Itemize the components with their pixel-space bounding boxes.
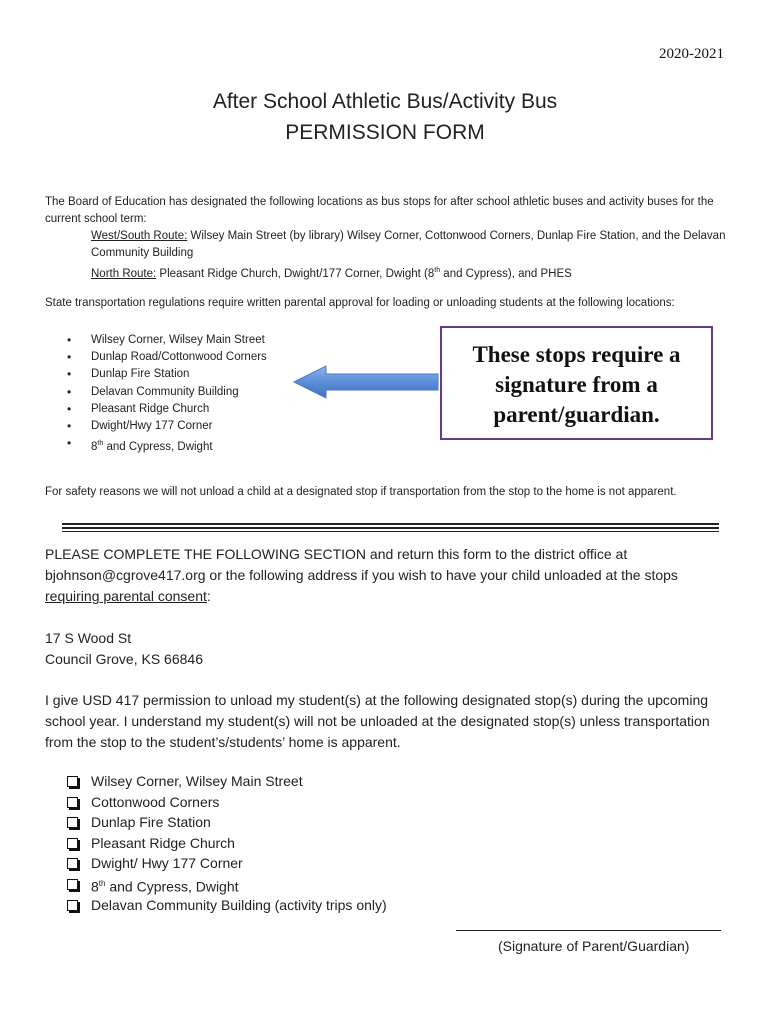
checklist-label: Pleasant Ridge Church <box>91 834 235 851</box>
address-line-1: 17 S Wood St <box>45 630 132 646</box>
north-route-sup: th <box>434 267 441 274</box>
signature-callout <box>440 326 713 440</box>
checklist-num: 8 <box>91 878 99 895</box>
list-item: • Dwight/Hwy 177 Corner <box>67 418 267 435</box>
callout-line-3: parent/guardian. <box>493 402 660 427</box>
checklist-rest: and Cypress, Dwight <box>105 878 239 895</box>
north-route <box>91 262 731 283</box>
checklist-item[interactable] <box>67 812 387 833</box>
callout-line-1: These stops require a <box>472 342 681 367</box>
list-item: • Wilsey Corner, Wilsey Main Street <box>67 332 267 349</box>
stop-checklist <box>67 771 387 915</box>
list-item: • Pleasant Ridge Church <box>67 401 267 418</box>
checkbox[interactable] <box>67 817 78 828</box>
title-line-1: After School Athletic Bus/Activity Bus <box>212 90 558 113</box>
list-item: • Dunlap Road/Cottonwood Corners <box>67 349 267 366</box>
checklist-item[interactable] <box>67 833 387 854</box>
divider-middle <box>62 527 719 529</box>
checklist-label: Delavan Community Building (activity trips only) <box>91 896 387 913</box>
safety-paragraph: For safety reasons we will not unload a child at a designated stop if transportation from the stop to the home is not apparent. <box>45 486 677 498</box>
checklist-item[interactable] <box>67 853 387 874</box>
left-arrow-icon <box>292 364 442 400</box>
instructions-paragraph <box>45 544 735 607</box>
west-south-route <box>91 228 731 262</box>
checklist-item[interactable] <box>67 895 387 916</box>
list-item: • Delavan Community Building <box>67 384 267 401</box>
checkbox[interactable] <box>67 797 78 808</box>
title-line-2: PERMISSION FORM <box>285 121 485 144</box>
north-route-text-b: and Cypress), and PHES <box>440 267 572 280</box>
checklist-label: Wilsey Corner, Wilsey Main Street <box>91 773 303 789</box>
checkbox[interactable] <box>67 776 78 787</box>
checklist-item[interactable] <box>67 792 387 813</box>
divider-top <box>62 523 719 525</box>
list-item: • Dunlap Fire Station <box>67 366 267 383</box>
checkbox[interactable] <box>67 879 78 890</box>
intro-paragraph: The Board of Education has designated the following locations as bus stops for after school athletic buses and activity buses for the current school term: <box>45 196 714 225</box>
stops-list <box>67 332 267 452</box>
west-route-label: West/South Route: <box>91 230 188 242</box>
checklist-item[interactable] <box>67 874 387 895</box>
checklist-label: Cottonwood Corners <box>91 793 220 810</box>
form-title <box>0 86 770 148</box>
checklist-label: Dwight/ Hwy 177 Corner <box>91 855 243 872</box>
callout-line-2: signature from a <box>495 372 658 397</box>
address-line-2: Council Grove, KS 66846 <box>45 651 203 667</box>
school-year: 2020-2021 <box>659 46 724 62</box>
instructions-text: PLEASE COMPLETE THE FOLLOWING SECTION and return this form to the district office at bjohnson@cgrove417.org or the following address if you wish to have your child unloaded at the stops <box>45 546 678 583</box>
stop-num: 8 <box>91 440 98 453</box>
signature-label: (Signature of Parent/Guardian) <box>498 938 690 954</box>
checkbox[interactable] <box>67 838 78 849</box>
checklist-item[interactable] <box>67 771 387 792</box>
stop-rest: and Cypress, Dwight <box>103 440 213 453</box>
regulation-paragraph: State transportation regulations require written parental approval for loading or unloading students at the following locations: <box>45 297 675 309</box>
west-route-text: Wilsey Main Street (by library) Wilsey Corner, Cottonwood Corners, Dunlap Fire Station, and the Delavan Community Building <box>91 230 726 259</box>
checkbox[interactable] <box>67 900 78 911</box>
north-route-text-a: Pleasant Ridge Church, Dwight/177 Corner, Dwight (8 <box>156 267 435 280</box>
divider-bottom <box>62 531 719 532</box>
north-route-label: North Route: <box>91 267 157 280</box>
signature-line[interactable] <box>456 923 721 931</box>
mailing-address <box>45 628 203 670</box>
list-item <box>67 435 267 452</box>
permission-paragraph: I give USD 417 permission to unload my student(s) at the following designated stop(s) during the upcoming school year. I understand my student(s) will not be unloaded at the designated stop(s) unless transportation from the stop to the student’s/students’ home is apparent. <box>45 692 710 750</box>
checklist-label: Dunlap Fire Station <box>91 814 211 831</box>
checkbox[interactable] <box>67 858 78 869</box>
stop-sup: th <box>97 440 104 448</box>
instructions-end: : <box>206 588 211 604</box>
instructions-underlined: requiring parental consent <box>45 588 207 604</box>
checklist-sup: th <box>98 878 106 888</box>
